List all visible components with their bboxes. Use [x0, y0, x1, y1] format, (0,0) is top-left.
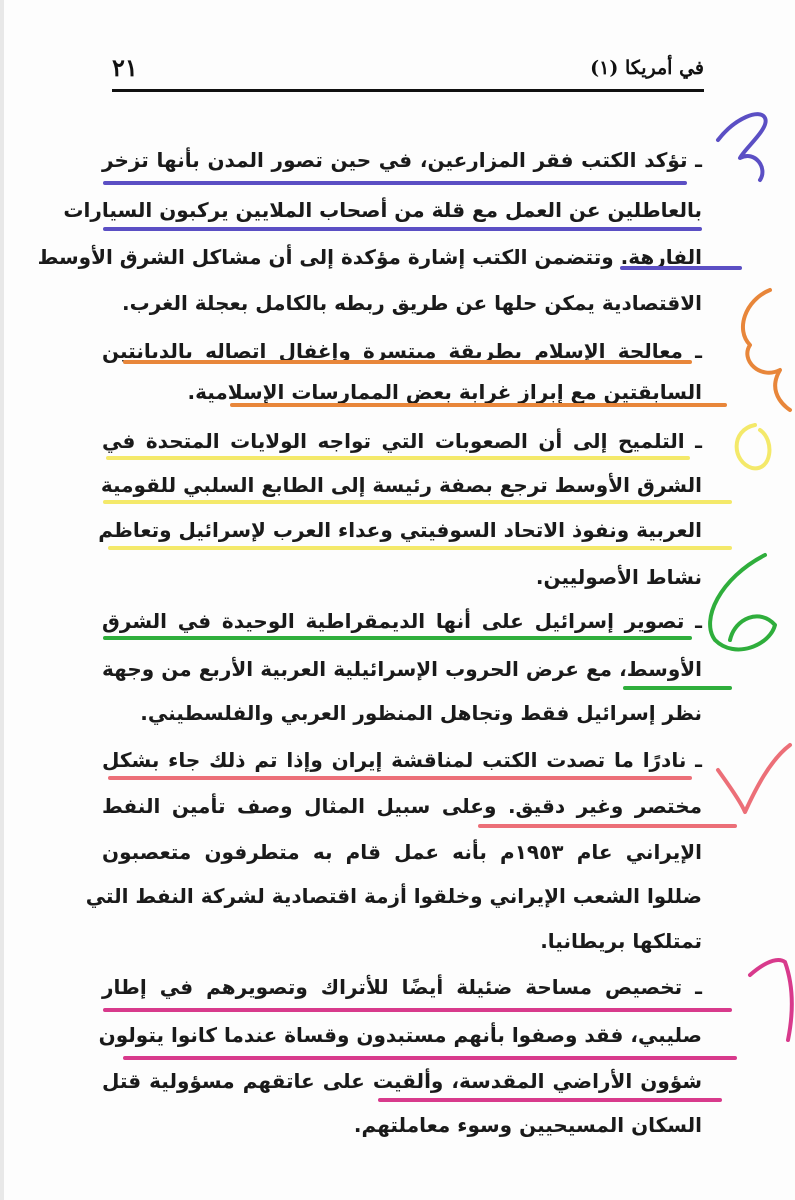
orange-margin-number — [743, 290, 790, 410]
text-line: ـ التلميح إلى أن الصعوبات التي تواجه الولايات المتحدة في — [102, 429, 702, 453]
header-rule — [112, 89, 704, 92]
yellow-margin-number — [737, 425, 770, 468]
page-number: ٢١ — [112, 53, 138, 82]
text-line: العربية ونفوذ الاتحاد السوفيتي وعداء العرب لإسرائيل وتعاظم — [98, 518, 702, 542]
green-margin-number — [710, 555, 775, 649]
text-line: الاقتصادية يمكن حلها عن طريق ربطه بالكامل بعجلة الغرب. — [122, 291, 702, 315]
purple-margin-number — [718, 114, 766, 180]
text-line: الأوسط، مع عرض الحروب الإسرائيلية العربية الأربع من وجهة — [102, 657, 702, 681]
magenta-margin-number — [750, 960, 792, 1040]
text-line: السكان المسيحيين وسوء معاملتهم. — [353, 1113, 702, 1137]
text-line: شؤون الأراضي المقدسة، وألقيت على عاتقهم مسؤولية قتل — [102, 1069, 702, 1093]
text-line: ضللوا الشعب الإيراني وخلقوا أزمة اقتصادية لشركة النفط التي — [85, 884, 702, 908]
text-line: ـ نادرًا ما تصدت الكتب لمناقشة إيران وإذا تم ذلك جاء بشكل — [102, 748, 702, 772]
text-line: الإيراني عام ١٩٥٣م بأنه عمل قام به متطرفون متعصبون — [102, 840, 702, 864]
page-header — [112, 53, 704, 87]
salmon-margin-number — [718, 745, 790, 812]
text-line: صليبي، فقد وصفوا بأنهم مستبدون وقساة عندما كانوا يتولون — [98, 1023, 702, 1047]
text-line: ـ تصوير إسرائيل على أنها الديمقراطية الوحيدة في الشرق — [102, 609, 702, 633]
text-line: ـ تؤكد الكتب فقر المزارعين، في حين تصور المدن بأنها تزخر — [102, 148, 702, 172]
text-line: مختصر وغير دقيق. وعلى سبيل المثال وصف تأمين النفط — [102, 794, 702, 818]
text-line: نظر إسرائيل فقط وتجاهل المنظور العربي والفلسطيني. — [140, 701, 702, 725]
text-line: الفارهة. وتتضمن الكتب إشارة مؤكدة إلى أن مشاكل الشرق الأوسط — [37, 245, 702, 269]
text-line: السابقتين مع إبراز غرابة بعض الممارسات الإسلامية. — [187, 380, 702, 404]
running-title: في أمريكا (١) — [590, 57, 704, 79]
text-line: الشرق الأوسط ترجع بصفة رئيسة إلى الطابع السلبي للقومية — [100, 473, 702, 497]
text-line: بالعاطلين عن العمل مع قلة من أصحاب الملايين يركبون السيارات — [63, 198, 702, 222]
text-line: ـ تخصيص مساحة ضئيلة أيضًا للأتراك وتصويرهم في إطار — [102, 975, 702, 999]
text-line: نشاط الأصوليين. — [535, 565, 702, 589]
text-line: ـ معالجة الإسلام بطريقة مبتسرة وإغفال اتصاله بالديانتين — [102, 339, 702, 363]
page-edge-shadow — [0, 0, 4, 1200]
text-line: تمتلكها بريطانيا. — [540, 929, 702, 953]
